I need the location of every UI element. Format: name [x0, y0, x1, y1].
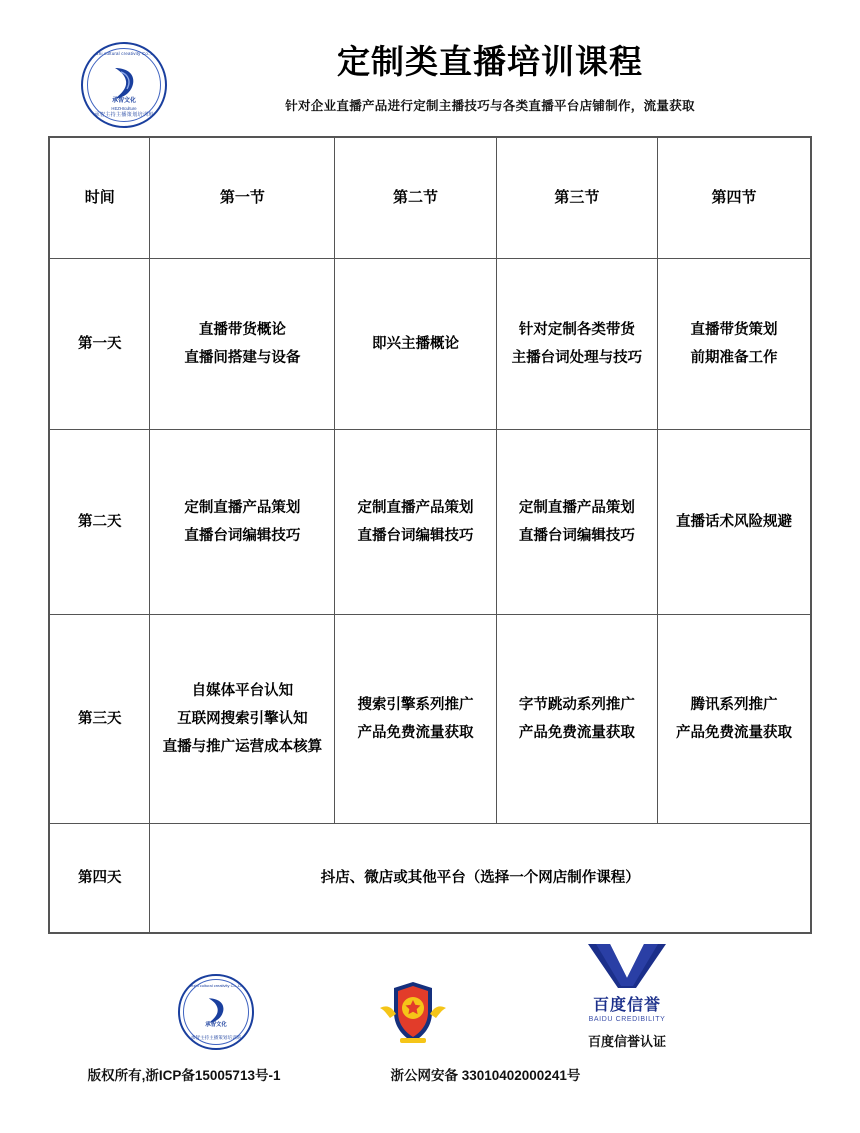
cell-day4-full-row: 抖店、微店或其他平台（选择一个网店制作课程）	[150, 824, 811, 933]
cell-line: 直播带货策划	[690, 321, 778, 338]
row-label-day-1: 第一天	[50, 259, 150, 430]
baidu-badge-caption: 百度信誉认证	[587, 1034, 666, 1049]
column-header-session-3: 第三节	[496, 138, 657, 259]
seal-company-name: 承智文化	[205, 1022, 227, 1028]
seal-company-pinyin: HEZHIculture	[111, 106, 137, 111]
cell-line: 即兴主播概论	[372, 335, 460, 352]
footer-badge-seal	[178, 974, 254, 1050]
cell-line: 搜索引擎系列推广	[357, 696, 474, 713]
cell-line: 直播台词编辑技巧	[518, 528, 635, 544]
column-header-session-1: 第一节	[150, 138, 335, 259]
cell-line: 字节跳动系列推广	[518, 696, 635, 713]
cell-line: 直播带货概论	[198, 321, 286, 338]
cell-line: 前期准备工作	[690, 350, 778, 366]
table-row	[50, 430, 811, 615]
cell-line: 针对定制各类带货	[518, 321, 635, 338]
cell-day3-session4	[658, 615, 811, 824]
cell-line: 直播话术风险规避	[676, 513, 792, 530]
cell-day1-session4	[658, 259, 811, 430]
column-header-time: 时间	[50, 138, 150, 259]
table-header-row	[50, 138, 811, 259]
cell-day2-session2	[335, 430, 496, 615]
chengzhi-culture-seal-icon	[178, 974, 254, 1050]
schedule-table-wrap	[48, 136, 812, 934]
seal-bottom-text: 承智主持主播策划培训班	[94, 111, 154, 118]
row-label-day-2: 第二天	[50, 430, 150, 615]
row-label-day-4: 第四天	[50, 824, 150, 933]
table-row	[50, 824, 811, 933]
cell-line: 直播台词编辑技巧	[184, 528, 301, 544]
seal-top-text: Hezhi cultural creativity Co.,Ltd	[188, 983, 244, 988]
baidu-credibility-icon	[584, 940, 670, 990]
cell-line: 直播与推广运营成本核算	[162, 739, 323, 756]
cell-day2-session4	[658, 430, 811, 615]
page-title: 定制类直播培训课程	[337, 42, 643, 81]
cell-day1-session2	[335, 259, 496, 430]
baidu-badge-sublabel: BAIDU CREDIBILITY	[588, 1016, 666, 1023]
footer-text-row	[0, 1064, 860, 1084]
header-logo-wrap	[68, 38, 180, 128]
seal-bottom-text: 承智主持主播策划培训班	[190, 1035, 242, 1040]
cell-day1-session3	[496, 259, 657, 430]
cell-line: 直播间搭建与设备	[184, 350, 301, 366]
cell-line: 定制直播产品策划	[184, 499, 301, 516]
cell-day2-session3	[496, 430, 657, 615]
footer-badge-police[interactable]	[374, 978, 452, 1050]
chengzhi-culture-seal-icon	[81, 42, 167, 128]
cell-day3-session3	[496, 615, 657, 824]
cell-day2-session1	[150, 430, 335, 615]
schedule-table	[49, 137, 811, 933]
icp-text[interactable]: 版权所有,浙ICP备15005713号-1	[87, 1068, 281, 1083]
police-record-text[interactable]: 浙公网安备 33010402000241号	[390, 1068, 581, 1083]
cell-line: 产品免费流量获取	[357, 725, 474, 741]
seal-company-name: 承智文化	[111, 98, 136, 104]
seal-top-text: Hezhi cultural creativity Co.,Ltd	[90, 51, 158, 56]
column-header-session-2: 第二节	[335, 138, 496, 259]
cell-line: 产品免费流量获取	[518, 725, 635, 741]
column-header-session-4: 第四节	[658, 138, 811, 259]
header-title-block	[180, 38, 860, 114]
cell-line: 定制直播产品策划	[357, 499, 474, 516]
cell-line: 自媒体平台认知	[191, 682, 294, 699]
row-label-day-3: 第三天	[50, 615, 150, 824]
table-row	[50, 259, 811, 430]
footer-badge-baidu[interactable]	[572, 940, 682, 1050]
cell-line: 产品免费流量获取	[676, 725, 792, 741]
table-row	[50, 615, 811, 824]
cell-line: 腾讯系列推广	[690, 696, 778, 713]
cell-day3-session2	[335, 615, 496, 824]
cell-line: 互联网搜索引擎认知	[177, 710, 308, 727]
cell-day3-session1	[150, 615, 335, 824]
page-footer	[0, 960, 860, 1105]
police-network-emblem-icon	[374, 978, 452, 1050]
footer-badges	[0, 960, 860, 1050]
page-header	[0, 0, 860, 118]
cell-line: 主播台词处理与技巧	[511, 350, 643, 366]
baidu-badge-label: 百度信誉	[592, 997, 661, 1014]
cell-line: 定制直播产品策划	[518, 499, 635, 516]
cell-line: 直播台词编辑技巧	[357, 528, 474, 544]
page-subtitle: 针对企业直播产品进行定制主播技巧与各类直播平台店铺制作，流量获取	[285, 99, 695, 114]
cell-day1-session1	[150, 259, 335, 430]
